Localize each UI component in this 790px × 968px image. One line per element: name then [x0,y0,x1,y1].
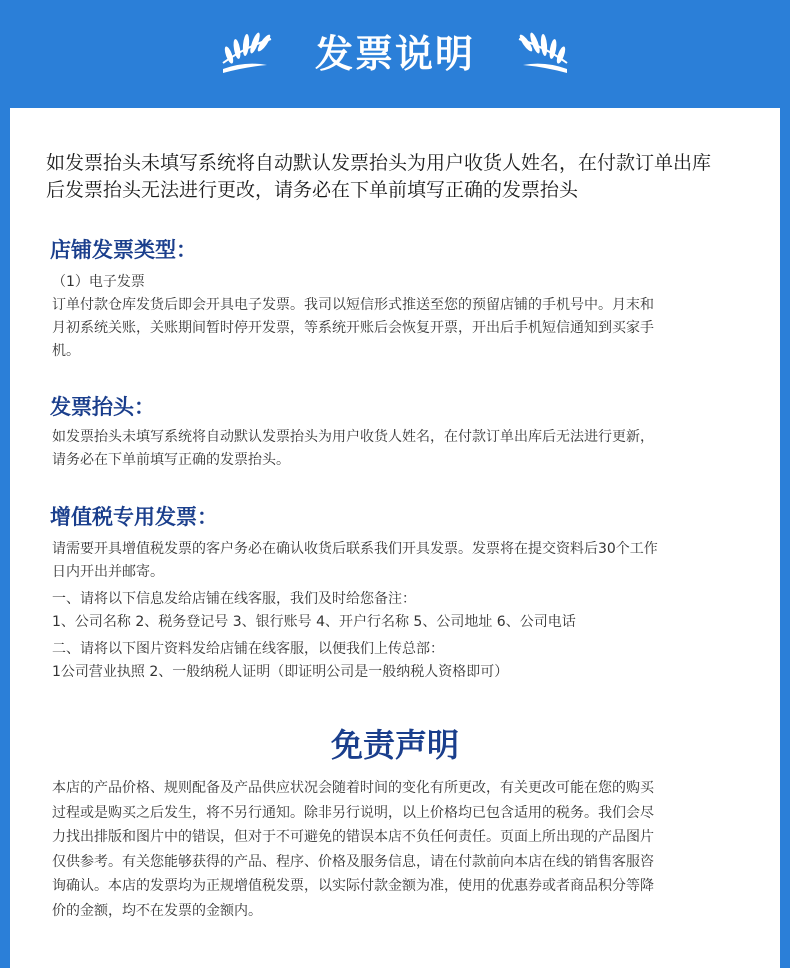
text-line: 机。 [52,343,80,359]
section-title-vat-invoice: 增值税专用发票： [50,505,218,529]
content-panel [10,108,780,968]
disclaimer-title: 免责声明 [330,726,459,764]
text-line: 如发票抬头未填写系统将自动默认发票抬头为用户收货人姓名，在付款订单出库后无法进行更新， [52,429,654,445]
text-line: 请需要开具增值税发票的客户务必在确认收货后联系我们开具发票。发票将在提交资料后30个工作 [52,541,658,557]
text-line: 请务必在下单前填写正确的发票抬头。 [52,452,290,468]
intro-line: 如发票抬头未填写系统将自动默认发票抬头为用户收货人姓名，在付款订单出库 [46,152,712,174]
section-title-invoice-header: 发票抬头： [50,395,155,419]
intro-line: 后发票抬头无法进行更改，请务必在下单前填写正确的发票抬头 [46,179,579,201]
store-invoice-text [52,271,752,363]
text-line: 价的金额，均不在发票的金额内。 [52,902,262,919]
text-line: 本店的产品价格、规则配备及产品供应状况会随着时间的变化有所更改，有关更改可能在您的购买 [52,780,654,796]
text-line: 月初系统关账，关账期间暂时停开发票，等系统开账后会恢复开票，开出后手机短信通知到买家手 [52,320,654,336]
text-line: 1、公司名称 2、税务登记号 3、银行账号 4、开户行名称 5、公司地址 6、公司电话 [52,614,576,630]
vat-invoice-text [52,538,752,684]
invoice-header-text [52,426,752,472]
text-line: 过程或是购买之后发生，将不另行通知。除非另行说明，以上价格均已包含适用的税务。我们会尽 [52,804,654,821]
text-line: 二、请将以下图片资料发给店铺在线客服，以便我们上传总部： [52,641,444,657]
text-line: 1公司营业执照 2、一般纳税人证明（即证明公司是一般纳税人资格即可） [52,664,509,680]
intro-text [46,150,756,204]
text-line: 订单付款仓库发货后即会开具电子发票。我司以短信形式推送至您的预留店铺的手机号中。月末和 [52,297,654,313]
laurel-icon [515,25,575,75]
text-line: 日内开出并邮寄。 [52,564,164,580]
text-line: 仅供参考。有关您能够获得的产品、程序、价格及服务信息，请在付款前向本店在线的销售客服咨 [52,853,654,870]
page-title: 发票说明 [314,31,475,76]
text-line: 询确认。本店的发票均为正规增值税发票，以实际付款金额为准，使用的优惠券或者商品积分等降 [52,878,654,894]
disclaimer-text [52,776,752,923]
header-banner [0,0,790,108]
text-line: （1）电子发票 [52,274,145,290]
laurel-icon [215,25,275,75]
section-title-store-invoice: 店铺发票类型： [50,238,197,262]
text-line: 力找出排版和图片中的错误，但对于不可避免的错误本店不负任何责任。页面上所出现的产品图片 [52,829,654,845]
text-line: 一、请将以下信息发给店铺在线客服，我们及时给您备注： [52,591,416,607]
